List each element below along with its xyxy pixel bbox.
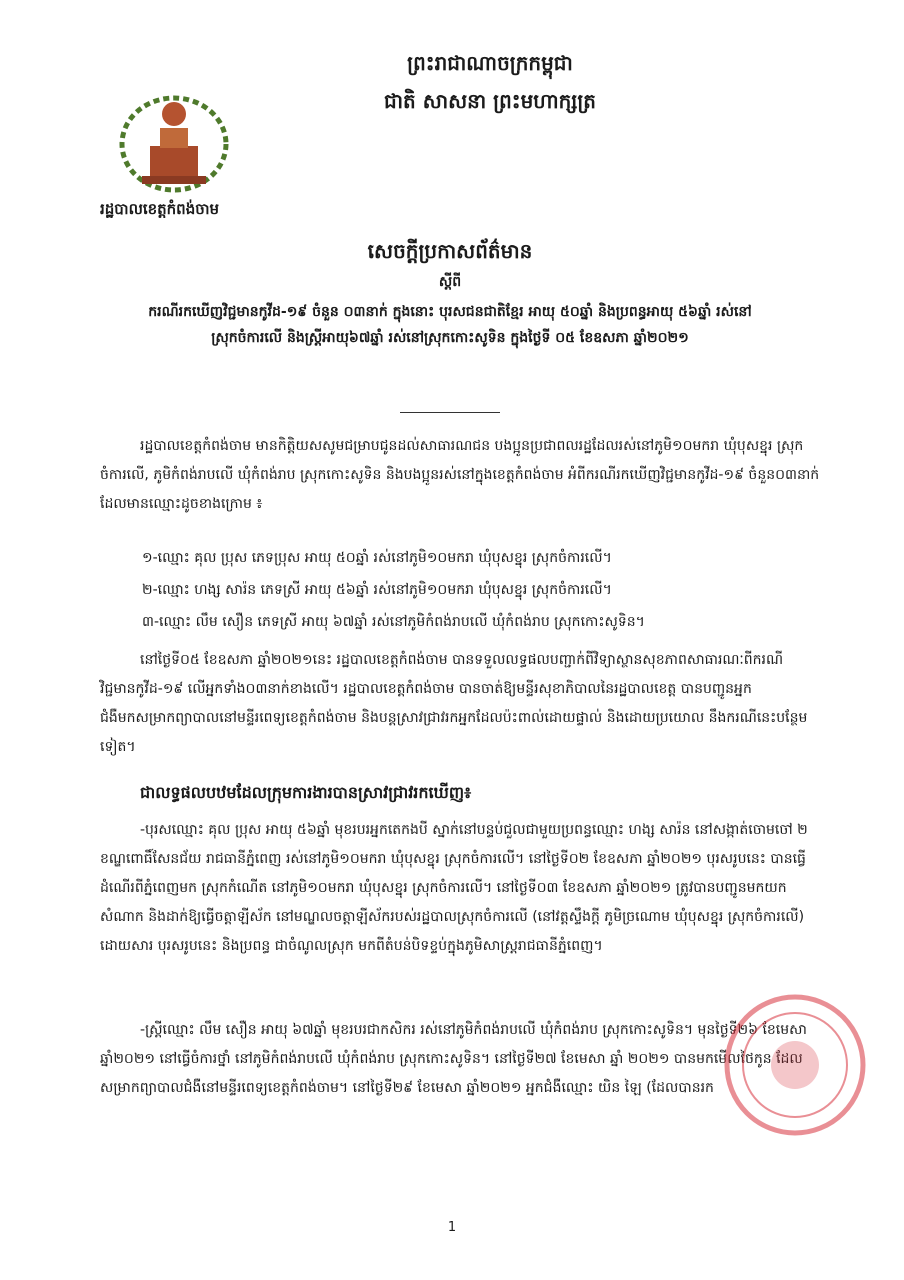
intro-paragraph: រដ្ឋបាលខេត្តកំពង់ចាម មានកិត្តិយសសូមជម្រាបជូនដល់សាធារណជន បងប្អូនប្រជាពលរដ្ឋដែលរស់នៅភូមិ១០មករា ឃុំបុសខ្នុរ ស្រុកចំការលើ, ភូមិកំពង់រាបលើ ឃុំកំពង់រាប ស្រុកកោះសូទិន និងបងប្អូនរស់នៅក្នុងខេត្តកំពង់ចាម អំពីករណីរកឃើញវិជ្ជមានកូវីដ-១៩ ចំនួន០៣នាក់ ដែលមានឈ្មោះដូចខាងក្រោម ៖ (100, 438, 820, 512)
issuing-authority: រដ្ឋបាលខេត្តកំពង់ចាម (100, 200, 220, 218)
page-number: 1 (447, 1220, 457, 1235)
provincial-emblem-icon (110, 88, 238, 196)
national-motto: ជាតិ សាសនា ព្រះមហាក្សត្រ (384, 89, 596, 113)
findings-subheading: ជាលទ្ធផលបឋមដែលក្រុមការងារបានស្រាវជ្រាវរកឃើញ៖ (140, 783, 472, 802)
kingdom-title: ព្រះរាជាណាចក្រកម្ពុជា (407, 51, 573, 75)
title-subject: ករណីរកឃើញវិជ្ជមានកូវីដ-១៩ ចំនួន ០៣នាក់ ក្នុងនោះ បុរសជនជាតិខ្មែរ អាយុ ៥០ឆ្នាំ និងប្រពន្ធអាយុ ៥៦ឆ្នាំ រស់នៅស្រុកចំការលើ និងស្ត្រីអាយុ៦៧ឆ្នាំ រស់នៅស្រុកកោះសូទិន ក្នុងថ្ងៃទី ០៥ ខែឧសភា ឆ្នាំ២០២១ (148, 304, 752, 346)
document-title: សេចក្តីប្រកាសព័ត៌មាន (367, 239, 533, 263)
title-divider (400, 412, 500, 413)
title-about: ស្តីពី (438, 274, 462, 290)
case-item: ៣-ឈ្មោះ លឹម សឿន ភេទស្រី អាយុ ៦៧ឆ្នាំ រស់នៅភូមិកំពង់រាបលើ ឃុំកំពង់រាប ស្រុកកោះសូទិន។ (142, 614, 645, 630)
finding-paragraph-1: -បុរសឈ្មោះ គុល ប្រុស អាយុ ៥៦ឆ្នាំ មុខរបរអ្នកតេកងបី ស្នាក់នៅបន្ទប់ជួលជាមួយប្រពន្ធឈ្មោះ ហង្ស សារ៉ន នៅសង្កាត់ចោមចៅ ២ ខណ្ឌពោធិ៍សែនជ័យ រាជធានីភ្នំពេញ រស់នៅភូមិ១០មករា ឃុំបុសខ្នុរ ស្រុកចំការលើ។ នៅថ្ងៃទី០២ ខែឧសភា ឆ្នាំ២០២១ បុរសរូបនេះ បានធ្វើដំណើរពីភ្នំពេញមក ស្រុកកំណើត នៅភូមិ១០មករា ឃុំបុសខ្នុរ ស្រុកចំការលើ។ នៅថ្ងៃទី០៣ ខែឧសភា ឆ្នាំ២០២១ ត្រូវបានបញ្ជូនមកយកសំណាក និងដាក់ឱ្យធ្វើចត្តាឡីស័ក នៅមណ្ឌលចត្តាឡីស័ករបស់រដ្ឋបាលស្រុកចំការលើ (នៅវត្តស្ទឹងក្តី ភូមិច្រណោម ឃុំបុសខ្នុរ ស្រុកចំការលើ) ដោយសារ បុរសរូបនេះ និងប្រពន្ធ ជាចំណូលស្រុក មកពីតំបន់បិទខ្ទប់ក្នុងភូមិសាស្ត្ររាជធានីភ្នំពេញ។ (100, 822, 808, 954)
case-item: ២-ឈ្មោះ ហង្ស សារ៉ន ភេទស្រី អាយុ ៥៦ឆ្នាំ រស់នៅភូមិ១០មករា ឃុំបុសខ្នុរ ស្រុកចំការលើ។ (142, 582, 612, 598)
case-item: ១-ឈ្មោះ គុល ប្រុស ភេទប្រុស អាយុ ៥០ឆ្នាំ រស់នៅភូមិ១០មករា ឃុំបុសខ្នុរ ស្រុកចំការលើ។ (142, 550, 612, 566)
official-stamp-icon (720, 990, 870, 1140)
results-paragraph: នៅថ្ងៃទី០៥ ខែឧសភា ឆ្នាំ២០២១នេះ រដ្ឋបាលខេត្តកំពង់ចាម បានទទួលលទ្ធផលបញ្ជាក់ពីវិទ្យាស្ថានសុខភាពសាធារណៈពីករណីវិជ្ជមានកូវីដ-១៩ លើអ្នកទាំង០៣នាក់ខាងលើ។ រដ្ឋបាលខេត្តកំពង់ចាម បានចាត់ឱ្យមន្ទីរសុខាភិបាលនៃរដ្ឋបាលខេត្ត បានបញ្ជូនអ្នកជំងឺមកសម្រាកព្យាបាលនៅមន្ទីរពេទ្យខេត្តកំពង់ចាម និងបន្តស្រាវជ្រាវរកអ្នកដែលប៉ះពាល់ដោយផ្ទាល់ និងដោយប្រយោល នឹងករណីនេះបន្ថែមទៀត។ (100, 652, 808, 755)
finding-paragraph-2: -ស្ត្រីឈ្មោះ លឹម សឿន អាយុ ៦៧ឆ្នាំ មុខរបរជាកសិករ រស់នៅភូមិកំពង់រាបលើ ឃុំកំពង់រាប ស្រុកកោះសូទិន។ មុនថ្ងៃទី២៦ ខែមេសា ឆ្នាំ២០២១ នៅធ្វើចំការថ្នាំ នៅភូមិកំពង់រាបលើ ឃុំកំពង់រាប ស្រុកកោះសូទិន។ នៅថ្ងៃទី២៧ ខែមេសា ឆ្នាំ ២០២១ បានមកមើលថៃកូន ដែលសម្រាកព្យាបាលជំងឺនៅមន្ទីរពេទ្យខេត្តកំពង់ចាម។ នៅថ្ងៃទី២៩ ខែមេសា ឆ្នាំ២០២១ អ្នកជំងឺឈ្មោះ យិន ឡៃ (ដែលបានរក (100, 1022, 807, 1096)
